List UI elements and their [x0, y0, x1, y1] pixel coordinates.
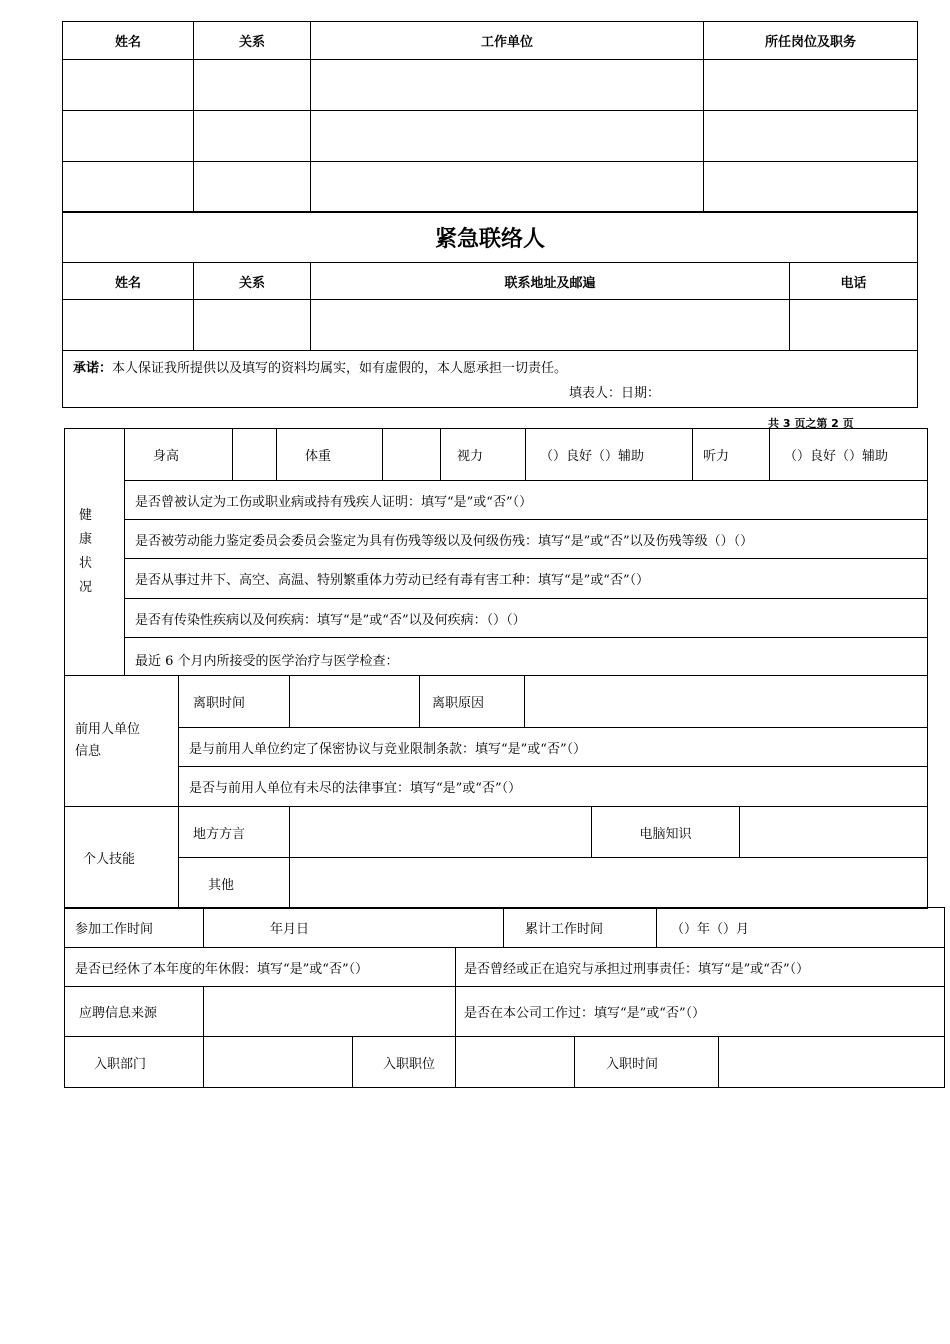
weight-label: 体重 — [277, 429, 383, 481]
table-row — [63, 60, 918, 111]
family-cell[interactable] — [194, 111, 311, 162]
prev-employer-q2[interactable]: 是否与前用人单位有未尽的法律事宜：填写“是”或“否”（） — [179, 767, 928, 807]
health-table — [64, 428, 928, 676]
family-cell[interactable] — [194, 60, 311, 111]
emergency-header-phone: 电话 — [790, 263, 918, 300]
other-skills-value[interactable] — [290, 858, 928, 909]
family-cell[interactable] — [63, 111, 194, 162]
emergency-cell[interactable] — [790, 300, 918, 351]
prev-employer-q1[interactable]: 是与前用人单位约定了保密协议与竞业限制条款：填写“是”或“否”（） — [179, 728, 928, 767]
family-cell[interactable] — [194, 162, 311, 213]
emergency-title: 紧急联络人 — [63, 212, 918, 263]
family-cell[interactable] — [704, 162, 918, 213]
source-label: 应聘信息来源 — [65, 987, 204, 1037]
entry-time-label: 入职时间 — [575, 1037, 719, 1088]
vision-options[interactable]: （）良好（）辅助 — [526, 429, 693, 481]
entry-position-label: 入职职位 — [353, 1037, 456, 1088]
emergency-header-name: 姓名 — [63, 263, 194, 300]
entry-time-value[interactable] — [719, 1037, 945, 1088]
weight-value[interactable] — [383, 429, 441, 481]
family-cell[interactable] — [63, 162, 194, 213]
height-label: 身高 — [125, 429, 233, 481]
family-cell[interactable] — [63, 60, 194, 111]
criminal-question[interactable]: 是否曾经或正在追究与承担过刑事责任：填写“是”或“否”（） — [456, 948, 945, 987]
health-label: 健 康 状 况 — [65, 429, 125, 676]
computer-value[interactable] — [740, 807, 928, 858]
family-cell[interactable] — [311, 111, 704, 162]
promise-cell — [63, 351, 918, 408]
leave-time-value[interactable] — [290, 676, 420, 728]
family-table — [62, 21, 918, 213]
family-cell[interactable] — [704, 60, 918, 111]
emergency-cell[interactable] — [311, 300, 790, 351]
leave-reason-label: 离职原因 — [420, 676, 525, 728]
work-total-value[interactable]: （）年（）月 — [657, 908, 945, 948]
entry-dept-label: 入职部门 — [65, 1037, 204, 1088]
worked-here-question[interactable]: 是否在本公司工作过：填写“是”或“否”（） — [456, 987, 945, 1037]
health-q4[interactable]: 是否有传染性疾病以及何疾病：填写“是”或“否”以及何疾病：（）（） — [125, 599, 928, 638]
hearing-label: 听力 — [693, 429, 770, 481]
leave-time-label: 离职时间 — [179, 676, 290, 728]
prev-employer-label: 前用人单位 信息 — [65, 676, 179, 807]
health-q2[interactable]: 是否被劳动能力鉴定委员会委员会鉴定为具有伤残等级以及何级伤残：填写“是”或“否”以及伤残等级（）（） — [125, 520, 928, 559]
work-start-value[interactable]: 年月日 — [204, 908, 504, 948]
family-header-relation: 关系 — [194, 22, 311, 60]
vision-label: 视力 — [441, 429, 526, 481]
health-q1[interactable]: 是否曾被认定为工伤或职业病或持有残疾人证明：填写“是”或“否”（） — [125, 481, 928, 520]
family-header-employer: 工作单位 — [311, 22, 704, 60]
page-info: 共 3 页之第 2 页 — [768, 417, 854, 430]
table-row — [63, 162, 918, 213]
family-header-name: 姓名 — [63, 22, 194, 60]
family-cell[interactable] — [311, 162, 704, 213]
height-value[interactable] — [233, 429, 277, 481]
skills-label: 个人技能 — [65, 807, 179, 909]
entry-dept-value[interactable] — [204, 1037, 353, 1088]
emergency-cell[interactable] — [194, 300, 311, 351]
family-cell[interactable] — [311, 60, 704, 111]
hearing-options[interactable]: （）良好（）辅助 — [770, 429, 928, 481]
annual-leave-question[interactable]: 是否已经休了本年度的年休假：填写“是”或“否”（） — [65, 948, 456, 987]
work-table — [64, 907, 945, 1088]
promise-text: 本人保证我所提供以及填写的资料均属实，如有虚假的，本人愿承担一切责任。 — [112, 361, 568, 376]
entry-position-value[interactable] — [456, 1037, 575, 1088]
dialect-value[interactable] — [290, 807, 592, 858]
table-row — [63, 300, 918, 351]
emergency-cell[interactable] — [63, 300, 194, 351]
table-row — [63, 111, 918, 162]
work-total-label: 累计工作时间 — [504, 908, 657, 948]
emergency-header-relation: 关系 — [194, 263, 311, 300]
family-header-position: 所任岗位及职务 — [704, 22, 918, 60]
prev-employer-table — [64, 675, 928, 909]
health-q5[interactable]: 最近 6 个月内所接受的医学治疗与医学检查： — [125, 638, 928, 676]
family-cell[interactable] — [704, 111, 918, 162]
health-q3[interactable]: 是否从事过井下、高空、高温、特别繁重体力劳动已经有毒有害工种：填写“是”或“否”（） — [125, 559, 928, 599]
emergency-table — [62, 211, 918, 408]
computer-label: 电脑知识 — [592, 807, 740, 858]
other-skills-label: 其他 — [179, 858, 290, 909]
promise-signer: 填表人：日期： — [569, 386, 661, 401]
emergency-header-address: 联系地址及邮遍 — [311, 263, 790, 300]
leave-reason-value[interactable] — [525, 676, 928, 728]
promise-label: 承诺： — [73, 361, 113, 376]
dialect-label: 地方方言 — [179, 807, 290, 858]
source-value[interactable] — [204, 987, 456, 1037]
work-start-label: 参加工作时间 — [65, 908, 204, 948]
